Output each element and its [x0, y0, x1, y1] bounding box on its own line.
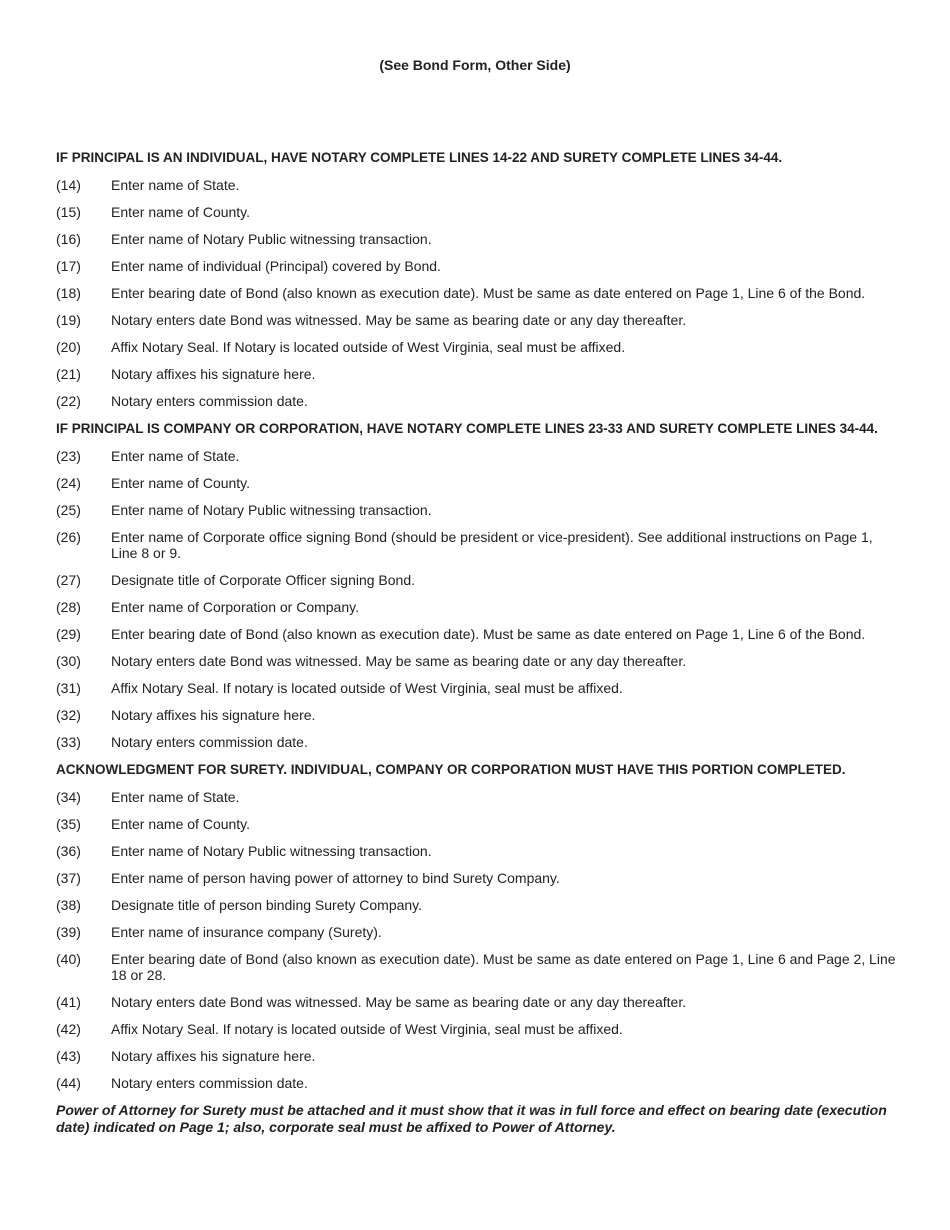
- list-item: [56, 924, 898, 940]
- item-text: Notary enters date Bond was witnessed. May be same as bearing date or any day thereafter.: [111, 312, 687, 328]
- item-text: Enter name of State.: [111, 448, 240, 464]
- list-item: [56, 870, 898, 886]
- item-number: (36): [56, 843, 81, 859]
- list-item: [56, 1021, 898, 1037]
- item-number: (43): [56, 1048, 81, 1064]
- section-heading-surety: ACKNOWLEDGMENT FOR SURETY. INDIVIDUAL, COMPANY OR CORPORATION MUST HAVE THIS PORTION COMPLETED.: [56, 762, 846, 777]
- item-text: Notary affixes his signature here.: [111, 366, 316, 382]
- page-title: (See Bond Form, Other Side): [379, 57, 571, 73]
- item-number: (29): [56, 626, 81, 642]
- item-text: Notary affixes his signature here.: [111, 1048, 316, 1064]
- item-number: (32): [56, 707, 81, 723]
- item-number: (19): [56, 312, 81, 328]
- item-text: Notary enters date Bond was witnessed. May be same as bearing date or any day thereafter.: [111, 653, 687, 669]
- list-item: [56, 599, 898, 615]
- item-number: (22): [56, 393, 81, 409]
- item-text: Designate title of Corporate Officer signing Bond.: [111, 572, 416, 588]
- item-number: (34): [56, 789, 81, 805]
- list-item: [56, 816, 898, 832]
- item-number: (25): [56, 502, 81, 518]
- item-text: Enter name of Corporation or Company.: [111, 599, 359, 615]
- item-text: Notary enters commission date.: [111, 393, 308, 409]
- item-text: Notary enters commission date.: [111, 734, 308, 750]
- list-item: [56, 1075, 898, 1091]
- item-text: Notary enters date Bond was witnessed. May be same as bearing date or any day thereafter.: [111, 994, 687, 1010]
- instructions-content: [56, 149, 898, 1136]
- list-item: [56, 734, 898, 750]
- list-item: [56, 393, 898, 409]
- item-number: (33): [56, 734, 81, 750]
- item-text: Enter bearing date of Bond (also known as execution date). Must be same as date entered on Page 1, Line 6 of the Bond.: [111, 626, 866, 642]
- list-item: [56, 529, 898, 561]
- list-item: [56, 448, 898, 464]
- item-number: (28): [56, 599, 81, 615]
- item-number: (30): [56, 653, 81, 669]
- list-item: [56, 312, 898, 328]
- item-number: (37): [56, 870, 81, 886]
- section-heading-corporation: IF PRINCIPAL IS COMPANY OR CORPORATION, HAVE NOTARY COMPLETE LINES 23-33 AND SURETY COMPLETE LINES 34-44.: [56, 421, 878, 436]
- power-of-attorney-note: Power of Attorney for Surety must be attached and it must show that it was in full force and effect on bearing date (execution date) indicated on Page 1; also, corporate seal must be affixed to Power of Attorney.: [56, 1102, 887, 1135]
- item-text: Enter name of Notary Public witnessing transaction.: [111, 843, 432, 859]
- item-text: Enter name of Corporate office signing Bond (should be president or vice-president). See additional instructions on Page 1, Line 8 or 9.: [111, 529, 873, 561]
- list-item: [56, 285, 898, 301]
- list-item: [56, 366, 898, 382]
- item-number: (15): [56, 204, 81, 220]
- item-number: (41): [56, 994, 81, 1010]
- list-item: [56, 653, 898, 669]
- item-text: Enter name of person having power of attorney to bind Surety Company.: [111, 870, 560, 886]
- item-text: Affix Notary Seal. If notary is located outside of West Virginia, seal must be affixed.: [111, 1021, 623, 1037]
- item-text: Enter name of State.: [111, 789, 240, 805]
- section-heading-individual: IF PRINCIPAL IS AN INDIVIDUAL, HAVE NOTARY COMPLETE LINES 14-22 AND SURETY COMPLETE LINES 34-44.: [56, 150, 783, 165]
- item-number: (42): [56, 1021, 81, 1037]
- list-item: [56, 572, 898, 588]
- item-number: (21): [56, 366, 81, 382]
- list-item: [56, 339, 898, 355]
- item-text: Affix Notary Seal. If notary is located outside of West Virginia, seal must be affixed.: [111, 680, 623, 696]
- item-number: (39): [56, 924, 81, 940]
- list-item: [56, 897, 898, 913]
- item-text: Enter name of insurance company (Surety).: [111, 924, 382, 940]
- list-item: [56, 502, 898, 518]
- list-item: [56, 994, 898, 1010]
- item-number: (17): [56, 258, 81, 274]
- list-item: [56, 231, 898, 247]
- list-item: [56, 1048, 898, 1064]
- list-item: [56, 951, 898, 983]
- item-number: (24): [56, 475, 81, 491]
- list-item: [56, 475, 898, 491]
- list-item: [56, 626, 898, 642]
- item-number: (26): [56, 529, 81, 545]
- item-text: Designate title of person binding Surety Company.: [111, 897, 423, 913]
- item-number: (38): [56, 897, 81, 913]
- item-number: (20): [56, 339, 81, 355]
- item-number: (27): [56, 572, 81, 588]
- item-text: Enter bearing date of Bond (also known as execution date). Must be same as date entered on Page 1, Line 6 and Page 2, Line 18 or 28.: [111, 951, 896, 983]
- item-text: Affix Notary Seal. If Notary is located outside of West Virginia, seal must be affixed.: [111, 339, 626, 355]
- item-number: (23): [56, 448, 81, 464]
- item-number: (14): [56, 177, 81, 193]
- item-number: (40): [56, 951, 81, 967]
- item-text: Enter name of County.: [111, 475, 251, 491]
- item-text: Enter name of Notary Public witnessing transaction.: [111, 502, 432, 518]
- item-text: Enter name of State.: [111, 177, 240, 193]
- item-number: (31): [56, 680, 81, 696]
- item-number: (35): [56, 816, 81, 832]
- item-text: Enter name of individual (Principal) covered by Bond.: [111, 258, 441, 274]
- item-number: (18): [56, 285, 81, 301]
- item-text: Enter name of Notary Public witnessing transaction.: [111, 231, 432, 247]
- item-number: (44): [56, 1075, 81, 1091]
- item-text: Enter name of County.: [111, 816, 251, 832]
- item-text: Enter bearing date of Bond (also known as execution date). Must be same as date entered on Page 1, Line 6 of the Bond.: [111, 285, 866, 301]
- item-text: Notary enters commission date.: [111, 1075, 308, 1091]
- item-text: Enter name of County.: [111, 204, 251, 220]
- list-item: [56, 204, 898, 220]
- list-item: [56, 843, 898, 859]
- list-item: [56, 680, 898, 696]
- item-text: Notary affixes his signature here.: [111, 707, 316, 723]
- list-item: [56, 258, 898, 274]
- list-item: [56, 177, 898, 193]
- list-item: [56, 707, 898, 723]
- list-item: [56, 789, 898, 805]
- item-number: (16): [56, 231, 81, 247]
